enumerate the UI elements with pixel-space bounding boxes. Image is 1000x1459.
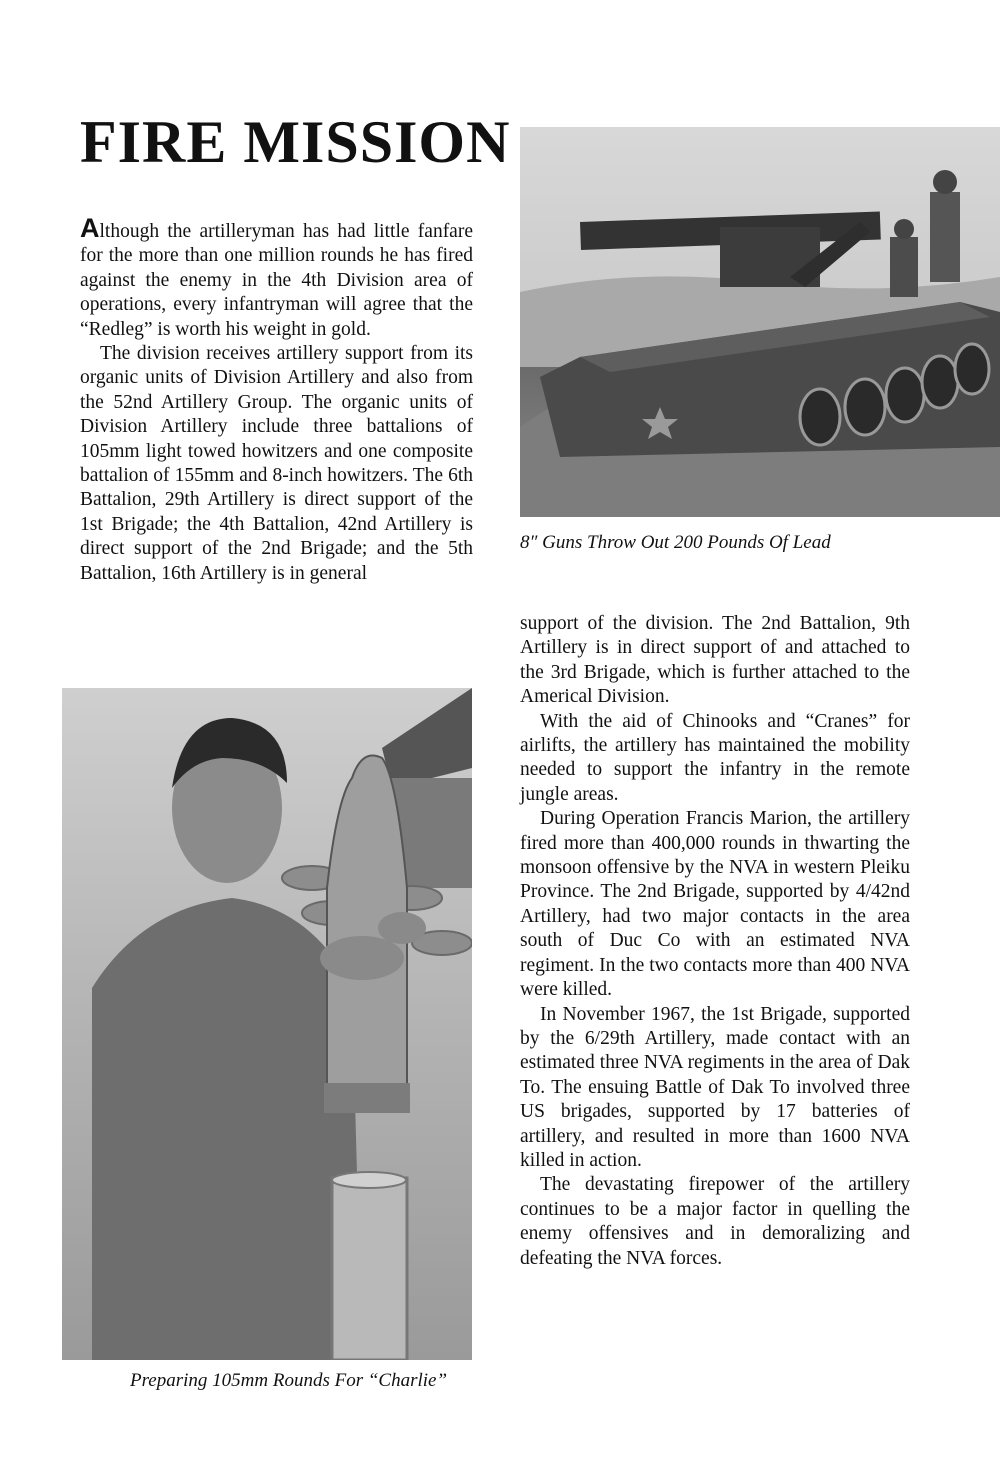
right-text-column (520, 612, 910, 1271)
drop-cap-letter: A (80, 213, 100, 243)
soldier-photo-caption: Preparing 105mm Rounds For “Charlie” (130, 1370, 448, 1391)
article-paragraph: In November 1967, the 1st Brigade, supported by the 6/29th Artillery, made contact with an estimated three NVA regiments in the area of Dak To. The ensuing Battle of Dak To involved three US brigades, supported by 17 batteries of artillery, and resulted in more than 1600 NVA killed in action. (520, 1003, 910, 1171)
article-paragraph: The division receives artillery support from its organic units of Division Artillery and also from the 52nd Artillery Group. The organic units of Division Artillery include three battalions of 105mm light towed howitzers and one composite battalion of 155mm and 8-inch howitzers. The 6th Battalion, 29th Artillery is direct support of the 1st Brigade; the 4th Battalion, 42nd Artillery is direct support of the 2nd Brigade; and the 5th Battalion, 16th Artillery is in general (80, 343, 473, 584)
gun-photo-caption: 8″ Guns Throw Out 200 Pounds Of Lead (520, 532, 831, 553)
article-paragraph: With the aid of Chinooks and “Cranes” for airlifts, the artillery has maintained the mobility needed to support the infantry in the remote jungle areas. (520, 710, 910, 805)
soldier-with-shell-photo (62, 688, 472, 1360)
self-propelled-gun-photo (520, 127, 1000, 517)
article-paragraph: The devastating firepower of the artillery continues to be a major factor in quelling the enemy offensives and in demoralizing and defeating the NVA forces. (520, 1174, 910, 1269)
paragraph-text: lthough the artilleryman has had little fanfare for the more than one million rounds he has fired against the enemy in the 4th Division area of operations, every infantryman will agree that the “Redleg” is worth his weight in gold. (80, 221, 473, 340)
soldier-photo-illustration (62, 688, 472, 1360)
article-paragraph (80, 213, 473, 342)
gun-photo-illustration (520, 127, 1000, 517)
article-paragraph: During Operation Francis Marion, the artillery fired more than 400,000 rounds in thwarting the monsoon offensive by the NVA in western Pleiku Province. The 2nd Brigade, supported by 4/42nd Artillery, had two major contacts in the area south of Duc Co with an estimated NVA regiment. In the two contacts more than 400 NVA were killed. (520, 808, 910, 1001)
article-paragraph: support of the division. The 2nd Battalion, 9th Artillery is in direct support of and attached to the 3rd Brigade, which is further attached to the Americal Division. (520, 613, 910, 708)
left-text-column (80, 213, 473, 586)
article-title: FIRE MISSION (80, 109, 511, 175)
